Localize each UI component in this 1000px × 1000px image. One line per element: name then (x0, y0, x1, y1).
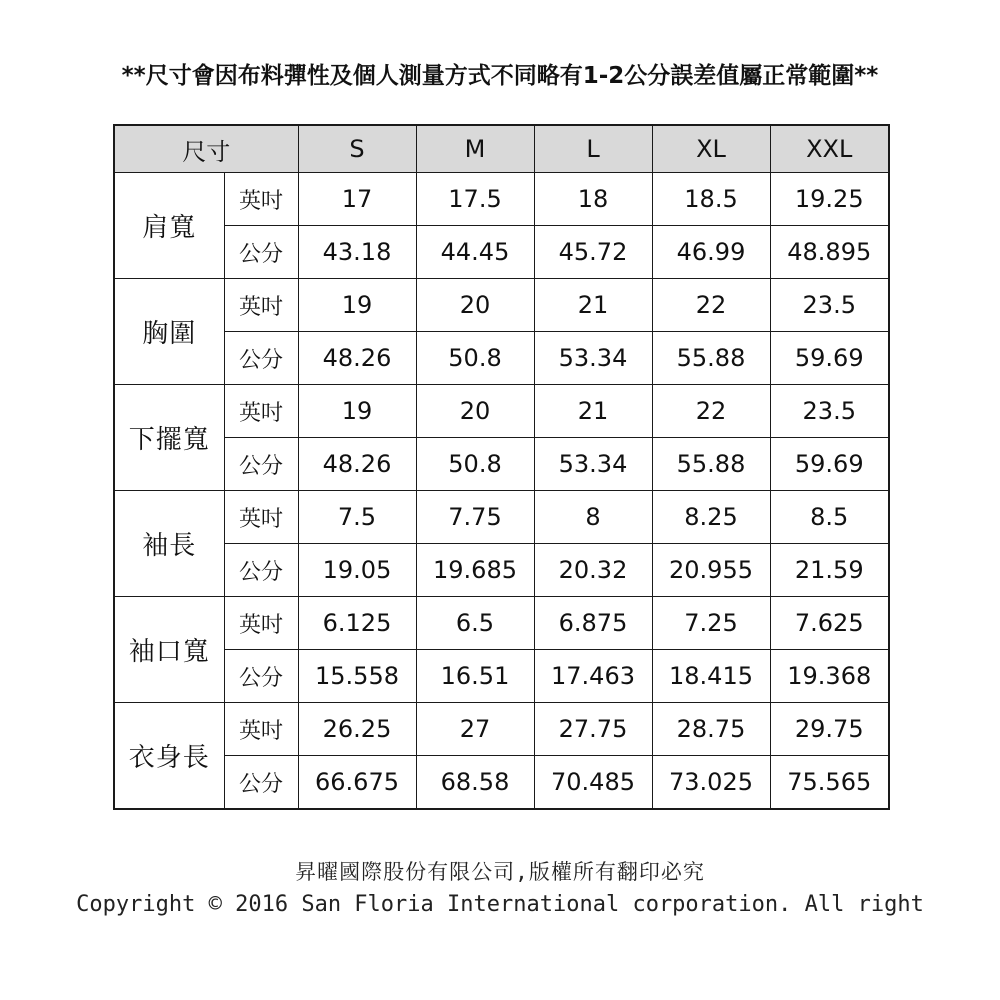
cm-value-cell: 16.51 (416, 650, 534, 703)
cm-value-cell: 15.558 (298, 650, 416, 703)
copyright-english: Copyright © 2016 San Floria International corporation. All right (76, 892, 924, 917)
cm-value-cell: 59.69 (770, 438, 889, 491)
cm-value-cell: 48.895 (770, 226, 889, 279)
inch-value-cell: 23.5 (770, 279, 889, 332)
inch-value-cell: 19 (298, 385, 416, 438)
cm-value-cell: 20.955 (652, 544, 770, 597)
table-row-inch (114, 279, 889, 332)
cm-value-cell: 75.565 (770, 756, 889, 810)
inch-value-cell: 27.75 (534, 703, 652, 756)
inch-value-cell: 8.25 (652, 491, 770, 544)
cm-value-cell: 17.463 (534, 650, 652, 703)
inch-value-cell: 18.5 (652, 173, 770, 226)
copyright-chinese: 昇曜國際股份有限公司,版權所有翻印必究 (295, 860, 705, 884)
cm-value-cell: 73.025 (652, 756, 770, 810)
inch-value-cell: 21 (534, 279, 652, 332)
inch-value-cell: 19.25 (770, 173, 889, 226)
unit-label-cm: 公分 (224, 438, 298, 491)
inch-value-cell: 6.5 (416, 597, 534, 650)
cm-value-cell: 53.34 (534, 438, 652, 491)
cm-value-cell: 21.59 (770, 544, 889, 597)
unit-label-inch: 英吋 (224, 491, 298, 544)
unit-label-inch: 英吋 (224, 597, 298, 650)
unit-label-cm: 公分 (224, 544, 298, 597)
inch-value-cell: 21 (534, 385, 652, 438)
size-header-xxl: XXL (770, 125, 889, 173)
table-row-inch (114, 491, 889, 544)
cm-value-cell: 59.69 (770, 332, 889, 385)
cm-value-cell: 70.485 (534, 756, 652, 810)
table-row-cm (114, 544, 889, 597)
cm-value-cell: 46.99 (652, 226, 770, 279)
inch-value-cell: 23.5 (770, 385, 889, 438)
size-table-body (114, 173, 889, 810)
inch-value-cell: 6.125 (298, 597, 416, 650)
unit-label-cm: 公分 (224, 650, 298, 703)
inch-value-cell: 18 (534, 173, 652, 226)
measurement-name: 肩寬 (114, 173, 224, 279)
cm-value-cell: 48.26 (298, 332, 416, 385)
unit-label-cm: 公分 (224, 756, 298, 810)
inch-value-cell: 7.625 (770, 597, 889, 650)
unit-label-inch: 英吋 (224, 279, 298, 332)
table-row-inch (114, 597, 889, 650)
unit-label-cm: 公分 (224, 332, 298, 385)
inch-value-cell: 20 (416, 279, 534, 332)
table-row-cm (114, 226, 889, 279)
size-header-s: S (298, 125, 416, 173)
cm-value-cell: 19.05 (298, 544, 416, 597)
table-row-cm (114, 650, 889, 703)
inch-value-cell: 22 (652, 279, 770, 332)
inch-value-cell: 8 (534, 491, 652, 544)
cm-value-cell: 53.34 (534, 332, 652, 385)
inch-value-cell: 28.75 (652, 703, 770, 756)
unit-label-inch: 英吋 (224, 703, 298, 756)
cm-value-cell: 50.8 (416, 438, 534, 491)
measurement-name: 袖長 (114, 491, 224, 597)
measurement-name: 胸圍 (114, 279, 224, 385)
size-header-row (114, 125, 889, 173)
inch-value-cell: 6.875 (534, 597, 652, 650)
size-header-l: L (534, 125, 652, 173)
inch-value-cell: 20 (416, 385, 534, 438)
inch-value-cell: 19 (298, 279, 416, 332)
size-header-label: 尺寸 (114, 125, 298, 173)
table-row-inch (114, 173, 889, 226)
measurement-name: 衣身長 (114, 703, 224, 810)
size-notice: **尺寸會因布料彈性及個人測量方式不同略有1-2公分誤差值屬正常範圍** (121, 63, 879, 89)
measurement-name: 袖口寬 (114, 597, 224, 703)
unit-label-cm: 公分 (224, 226, 298, 279)
unit-label-inch: 英吋 (224, 385, 298, 438)
inch-value-cell: 17 (298, 173, 416, 226)
cm-value-cell: 18.415 (652, 650, 770, 703)
inch-value-cell: 7.25 (652, 597, 770, 650)
inch-value-cell: 7.5 (298, 491, 416, 544)
table-row-cm (114, 438, 889, 491)
inch-value-cell: 8.5 (770, 491, 889, 544)
table-row-inch (114, 703, 889, 756)
size-chart-table (113, 124, 890, 810)
cm-value-cell: 55.88 (652, 438, 770, 491)
cm-value-cell: 45.72 (534, 226, 652, 279)
size-header-xl: XL (652, 125, 770, 173)
measurement-name: 下擺寬 (114, 385, 224, 491)
size-header-m: M (416, 125, 534, 173)
inch-value-cell: 22 (652, 385, 770, 438)
table-row-cm (114, 332, 889, 385)
inch-value-cell: 17.5 (416, 173, 534, 226)
cm-value-cell: 20.32 (534, 544, 652, 597)
cm-value-cell: 50.8 (416, 332, 534, 385)
unit-label-inch: 英吋 (224, 173, 298, 226)
cm-value-cell: 19.685 (416, 544, 534, 597)
cm-value-cell: 48.26 (298, 438, 416, 491)
inch-value-cell: 26.25 (298, 703, 416, 756)
cm-value-cell: 44.45 (416, 226, 534, 279)
inch-value-cell: 29.75 (770, 703, 889, 756)
cm-value-cell: 19.368 (770, 650, 889, 703)
inch-value-cell: 27 (416, 703, 534, 756)
cm-value-cell: 68.58 (416, 756, 534, 810)
table-row-inch (114, 385, 889, 438)
inch-value-cell: 7.75 (416, 491, 534, 544)
table-row-cm (114, 756, 889, 810)
cm-value-cell: 55.88 (652, 332, 770, 385)
cm-value-cell: 66.675 (298, 756, 416, 810)
cm-value-cell: 43.18 (298, 226, 416, 279)
